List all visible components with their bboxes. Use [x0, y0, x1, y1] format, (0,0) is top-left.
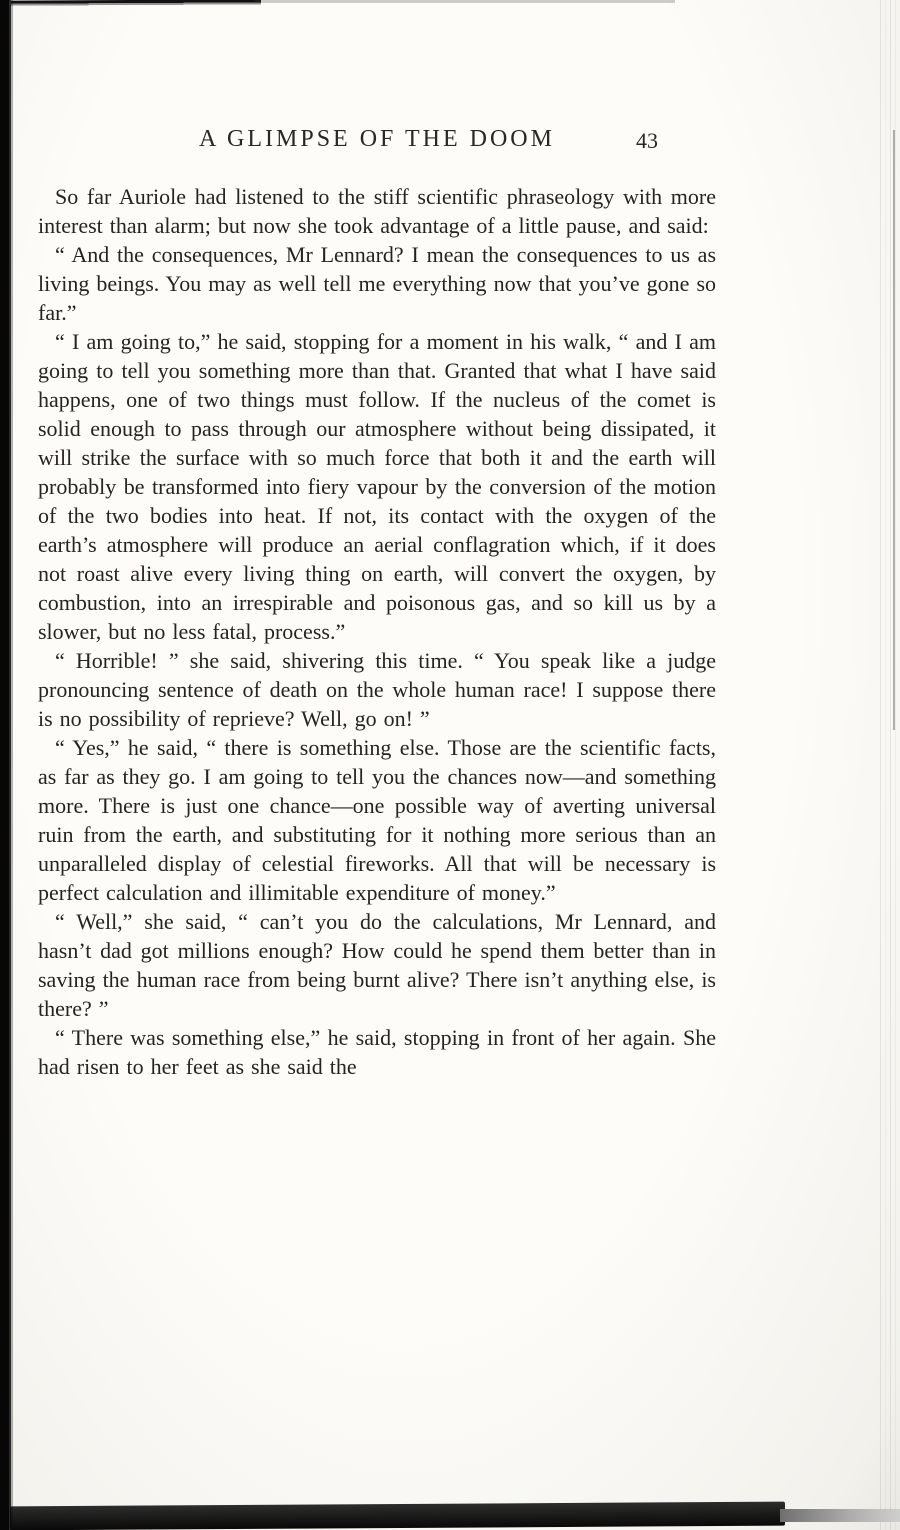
page-number: 43 [636, 128, 658, 153]
paragraph: “ I am going to,” he said, stopping for a moment in his walk, “ and I am going to tell you something more than that. Granted that what I have said happens, one of two things must follow. If the nucleus of the comet is solid enough to pass through our atmosphere without being dissipated, it will strike the surface with so much force that both it and the earth will probably be transformed into fiery vapour by the conversion of the motion of the two bodies into heat. If not, its contact with the oxygen of the earth’s atmosphere will produce an aerial conflagration which, if it does not roast alive every living thing on earth, will convert the oxygen, by combustion, into an irrespirable and poisonous gas, and so kill us by a slower, but no less fatal, process.” [38, 329, 716, 644]
scan-edge-top-faint [255, 0, 675, 3]
page-text-block [38, 126, 716, 1081]
page-title: A GLIMPSE OF THE DOOM [199, 126, 555, 152]
running-header [38, 126, 716, 160]
scan-edge-left [0, 0, 13, 1530]
paragraph: “ Well,” she said, “ can’t you do the calculations, Mr Lennard, and hasn’t dad got millions enough? How could he spend them better than in saving the human race from being burnt alive? There isn’t anything else, is there? ” [38, 909, 716, 1021]
scan-edge-bottom-gray [780, 1509, 900, 1522]
paragraph: “ Yes,” he said, “ there is something else. Those are the scientific facts, as far as they go. I am going to tell you the chances now—and something more. There is just one chance—one possible way of averting universal ruin from the earth, and substituting for it nothing more serious than an unparalleled display of celestial fireworks. All that will be necessary is perfect calculation and illimitable expenditure of money.” [38, 735, 716, 905]
paragraph: “ There was something else,” he said, stopping in front of her again. She had risen to her feet as she said the [38, 1025, 716, 1079]
body-text [38, 182, 716, 1081]
scan-edge-top [11, 0, 261, 7]
scan-streak-line [893, 130, 895, 730]
paragraph: “ Horrible! ” she said, shivering this time. “ You speak like a judge pronouncing sentence of death on the whole human race! I suppose there is no possibility of reprieve? Well, go on! ” [38, 648, 716, 731]
paragraph: “ And the consequences, Mr Lennard? I mean the consequences to us as living beings. You may as well tell me everything now that you’ve gone so far.” [38, 242, 716, 325]
scan-edge-right-streaks [880, 0, 900, 1530]
scan-edge-bottom [10, 1502, 785, 1530]
paragraph: So far Auriole had listened to the stiff scientific phraseology with more interest than alarm; but now she took advantage of a little pause, and said: [38, 184, 716, 238]
